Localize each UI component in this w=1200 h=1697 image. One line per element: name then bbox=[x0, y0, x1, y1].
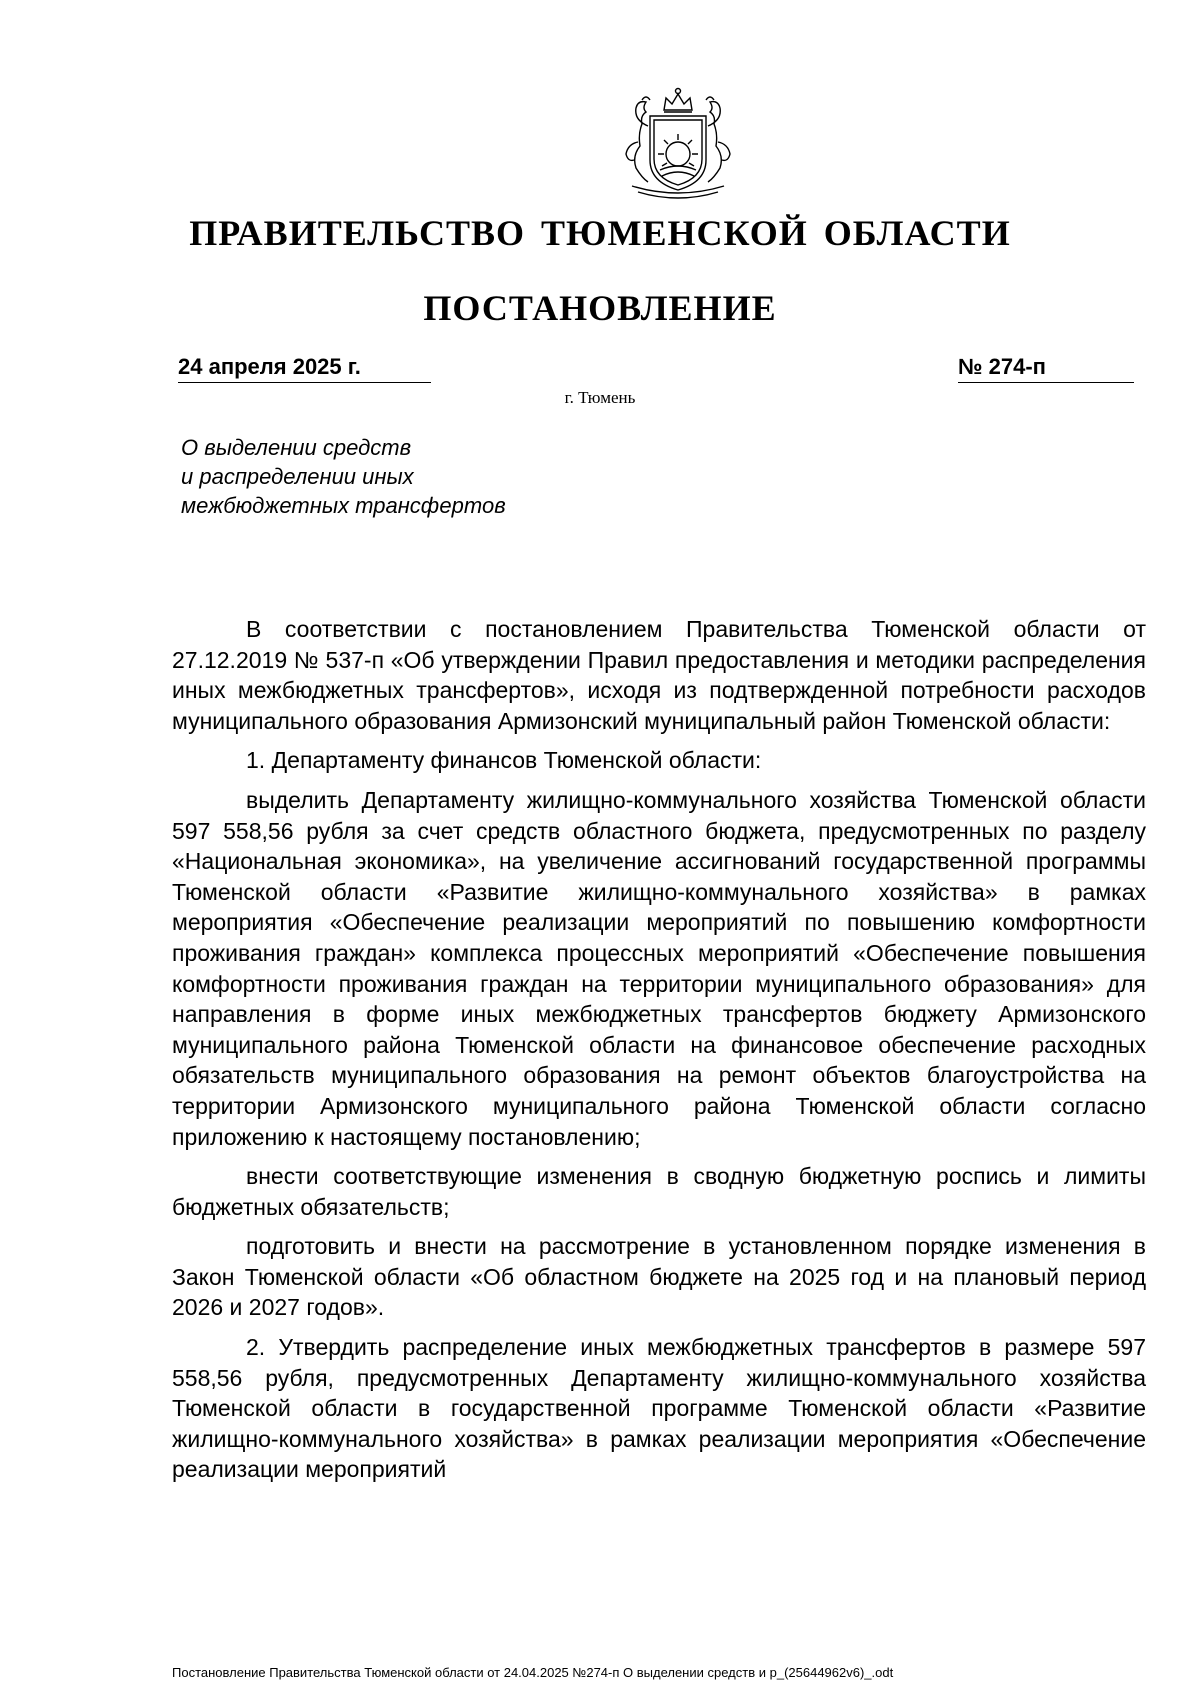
document-date: 24 апреля 2025 г. bbox=[178, 354, 431, 383]
document-city: г. Тюмень bbox=[564, 388, 636, 407]
subject-line: и распределении иных bbox=[181, 464, 414, 489]
coat-of-arms-icon bbox=[598, 82, 758, 202]
document-body bbox=[172, 614, 1146, 1494]
body-paragraph: подготовить и внести на рассмотрение в установленном порядке изменения в Закон Тюменской области «Об областном бюджете на 2025 год и на плановый период 2026 и 2027 годов». bbox=[172, 1233, 1146, 1321]
subject-line: межбюджетных трансфертов bbox=[181, 493, 506, 518]
subject-line: О выделении средств bbox=[181, 435, 412, 460]
body-paragraph: 1. Департаменту финансов Тюменской области: bbox=[246, 747, 762, 774]
document-number: № 274-п bbox=[958, 354, 1134, 383]
body-paragraph: внести соответствующие изменения в сводную бюджетную роспись и лимиты бюджетных обязательств; bbox=[172, 1163, 1146, 1220]
body-paragraph: В соответствии с постановлением Правительства Тюменской области от 27.12.2019 № 537-п «Об утверждении Правил предоставления и методики распределения иных межбюджетных трансфертов», исходя из подтвержденной потребности расходов муниципального образования Армизонский муниципальный район Тюменской области: bbox=[172, 616, 1146, 734]
government-title: ПРАВИТЕЛЬСТВО ТЮМЕНСКОЙ ОБЛАСТИ bbox=[189, 213, 1011, 253]
document-footer: Постановление Правительства Тюменской области от 24.04.2025 №274-п О выделении средств и р_(25644962v6)_.odt bbox=[172, 1665, 894, 1680]
document-type-title: ПОСТАНОВЛЕНИЕ bbox=[423, 288, 777, 328]
document-subject bbox=[181, 433, 661, 520]
body-paragraph: выделить Департаменту жилищно-коммунального хозяйства Тюменской области 597 558,56 рубля за счет средств областного бюджета, предусмотренных по разделу «Национальная экономика», на увеличение ассигнований государственной программы Тюменской области «Развитие жилищно-коммунального хозяйства» в рамках мероприятия «Обеспечение реализации мероприятий по повышению комфортности проживания граждан» комплекса процессных мероприятий «Обеспечение повышения комфортности проживания граждан на территории муниципального образования» для направления в форме иных межбюджетных трансфертов бюджету Армизонского муниципального района Тюменской области на финансовое обеспечение расходных обязательств муниципального образования на ремонт объектов благоустройства на территории Армизонского муниципального района Тюменской области согласно приложению к настоящему постановлению; bbox=[172, 786, 1146, 1150]
body-paragraph: 2. Утвердить распределение иных межбюджетных трансфертов в размере 597 558,56 рубля, предусмотренных Департаменту жилищно-коммунального хозяйства Тюменской области в государственной программе Тюменской области «Развитие жилищно-коммунального хозяйства» в рамках реализации мероприятия «Обеспечение реализации мероприятий bbox=[172, 1334, 1146, 1483]
